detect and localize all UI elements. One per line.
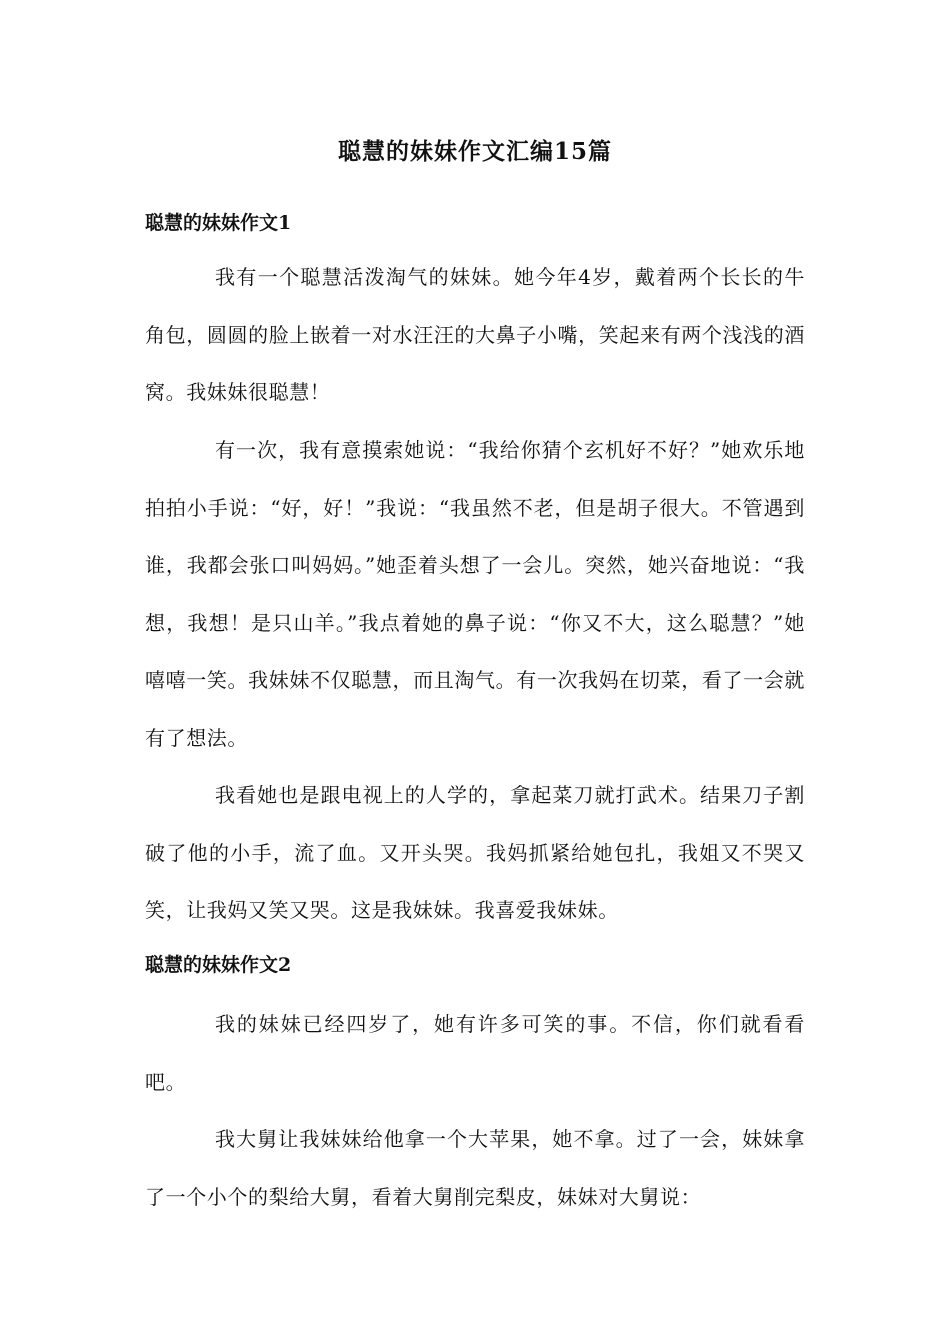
paragraph-1-1: 我有一个聪慧活泼淘气的妹妹。她今年4岁，戴着两个长长的牛角包，圆圆的脸上嵌着一对水汪汪的大鼻子小嘴，笑起来有两个浅浅的酒窝。我妹妹很聪慧！ [145,265,805,404]
document-title: 聪慧的妹妹作文汇编15篇 [337,138,612,165]
section-heading-1: 聪慧的妹妹作文1 [145,212,292,234]
paragraph-2-2: 我大舅让我妹妹给他拿一个大苹果，她不拿。过了一会，妹妹拿了一个小个的梨给大舅，看着大舅削完梨皮，妹妹对大舅说： [145,1127,805,1209]
paragraph-1-2: 有一次，我有意摸索她说：“我给你猜个玄机好不好？”她欢乐地拍拍小手说：“好，好！”我说：“我虽然不老，但是胡子很大。不管遇到谁，我都会张口叫妈妈。”她歪着头想了一会儿。突然，她兴奋地说：“我想，我想！是只山羊。”我点着她的鼻子说：“你又不大，这么聪慧？”她嘻嘻一笑。我妹妹不仅聪慧，而且淘气。有一次我妈在切菜，看了一会就有了想法。 [145,438,805,750]
paragraph-2-1: 我的妹妹已经四岁了，她有许多可笑的事。不信，你们就看看吧。 [145,1012,805,1094]
document-page [145,0,805,1344]
paragraph-1-3: 我看她也是跟电视上的人学的，拿起菜刀就打武术。结果刀子割破了他的小手，流了血。又开头哭。我妈抓紧给她包扎，我姐又不哭又笑，让我妈又笑又哭。这是我妹妹。我喜爱我妹妹。 [145,783,805,922]
section-heading-2: 聪慧的妹妹作文2 [145,954,292,976]
